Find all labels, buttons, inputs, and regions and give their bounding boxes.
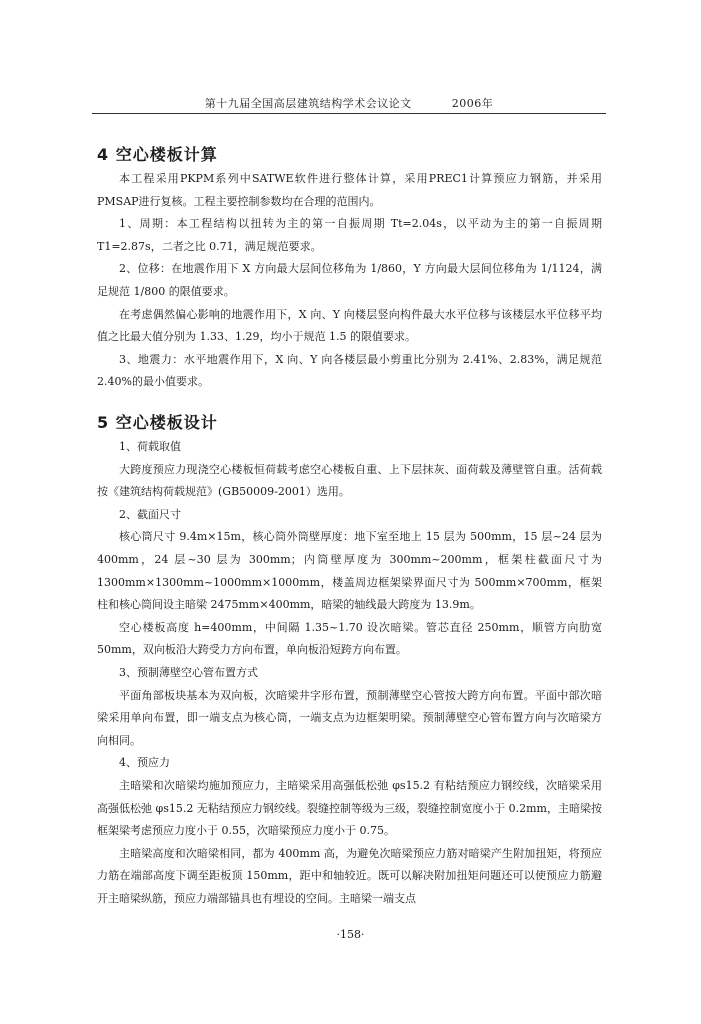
subheading: 4、预应力 <box>119 756 170 770</box>
paragraph: 空心楼板高度 h=400mm，中间隔 1.35~1.70 设次暗梁。管芯直径 250mm，顺管方向肋宽 50mm，双向板沿大跨受力方向布置，单向板沿短跨方向布置。 <box>97 620 602 657</box>
section-4-body <box>97 168 602 394</box>
paragraph: 在考虑偶然偏心影响的地震作用下，X 向、Y 向楼层竖向构件最大水平位移与该楼层水平位移平均值之比最大值分别为 1.33、1.29，均小于规范 1.5 的限值要求。 <box>97 307 602 344</box>
paragraph: 主暗梁和次暗梁均施加预应力，主暗梁采用高强低松弛 φs15.2 有粘结预应力钢绞线，次暗梁采用高强低松弛 φs15.2 无粘结预应力钢绞线。裂缝控制等级为三级，裂缝控制宽度小于 0.2mm，主暗梁按框架梁考虑预应力度小于 0.55，次暗梁预应力度小于 0.75。 <box>97 778 602 838</box>
subheading: 2、截面尺寸 <box>119 507 181 521</box>
header-rule <box>92 113 606 114</box>
paragraph: 本工程采用PKPM系列中SATWE软件进行整体计算，采用PREC1计算预应力钢筋，并采用PMSAP进行复核。工程主要控制参数均在合理的范围内。 <box>97 172 602 208</box>
subheading: 3、预制薄壁空心管布置方式 <box>119 665 258 679</box>
section-5-body <box>97 436 602 910</box>
running-header <box>92 95 606 111</box>
paragraph: 大跨度预应力现浇空心楼板恒荷载考虑空心楼板自重、上下层抹灰、面荷载及薄壁管自重。活荷载按《建筑结构荷载规范》(GB50009-2001）选用。 <box>97 462 602 499</box>
paragraph: 核心筒尺寸 9.4m×15m，核心筒外筒壁厚度：地下室至地上 15 层为 500mm，15 层~24 层为 400mm，24 层~30 层为 300mm；内筒壁厚度为 300mm~200mm，框架柱截面尺寸为 1300mm×1300mm~1000mm×1000mm，楼盖周边框架梁界面尺寸为 500mm×700mm，框架柱和核心筒间设主暗梁 2475mm×400mm，暗梁的轴线最大跨度为 13.9m。 <box>97 530 602 612</box>
paragraph: 主暗梁高度和次暗梁相同，都为 400mm 高，为避免次暗梁预应力筋对暗梁产生附加扭矩，将预应力筋在端部高度下调至距板顶 150mm，距中和轴较近。既可以解决附加扭矩问题还可以使预应力筋避开主暗梁纵筋，预应力端部锚具也有埋设的空间。主暗梁一端支点 <box>97 846 602 905</box>
subheading: 1、荷载取值 <box>119 440 181 453</box>
header-year: 2006年 <box>451 97 494 110</box>
conference-title: 第十九届全国高层建筑结构学术会议论文 <box>204 97 412 110</box>
paragraph: 2、位移：在地震作用下 X 方向最大层间位移角为 1/860，Y 方向最大层间位移角为 1/1124，满足规范 1/800 的限值要求。 <box>97 262 602 298</box>
section-4-title: 4 空心楼板计算 <box>97 145 218 164</box>
paragraph: 平面角部板块基本为双向板，次暗梁井字形布置，预制薄壁空心管按大跨方向布置。平面中部次暗梁采用单向布置，即一端支点为核心筒，一端支点为边框架明梁。预制薄壁空心管布置方向与次暗梁方向相同。 <box>97 688 602 747</box>
page-number: ·158· <box>336 928 365 941</box>
paragraph: 1、周期：本工程结构以扭转为主的第一自振周期 Tt=2.04s，以平动为主的第一自振周期 T1=2.87s，二者之比 0.71，满足规范要求。 <box>97 217 602 253</box>
section-5-title: 5 空心楼板设计 <box>97 413 218 432</box>
paragraph: 3、地震力：水平地震作用下，X 向、Y 向各楼层最小剪重比分别为 2.41%、2.83%，满足规范 2.40%的最小值要求。 <box>97 352 602 389</box>
